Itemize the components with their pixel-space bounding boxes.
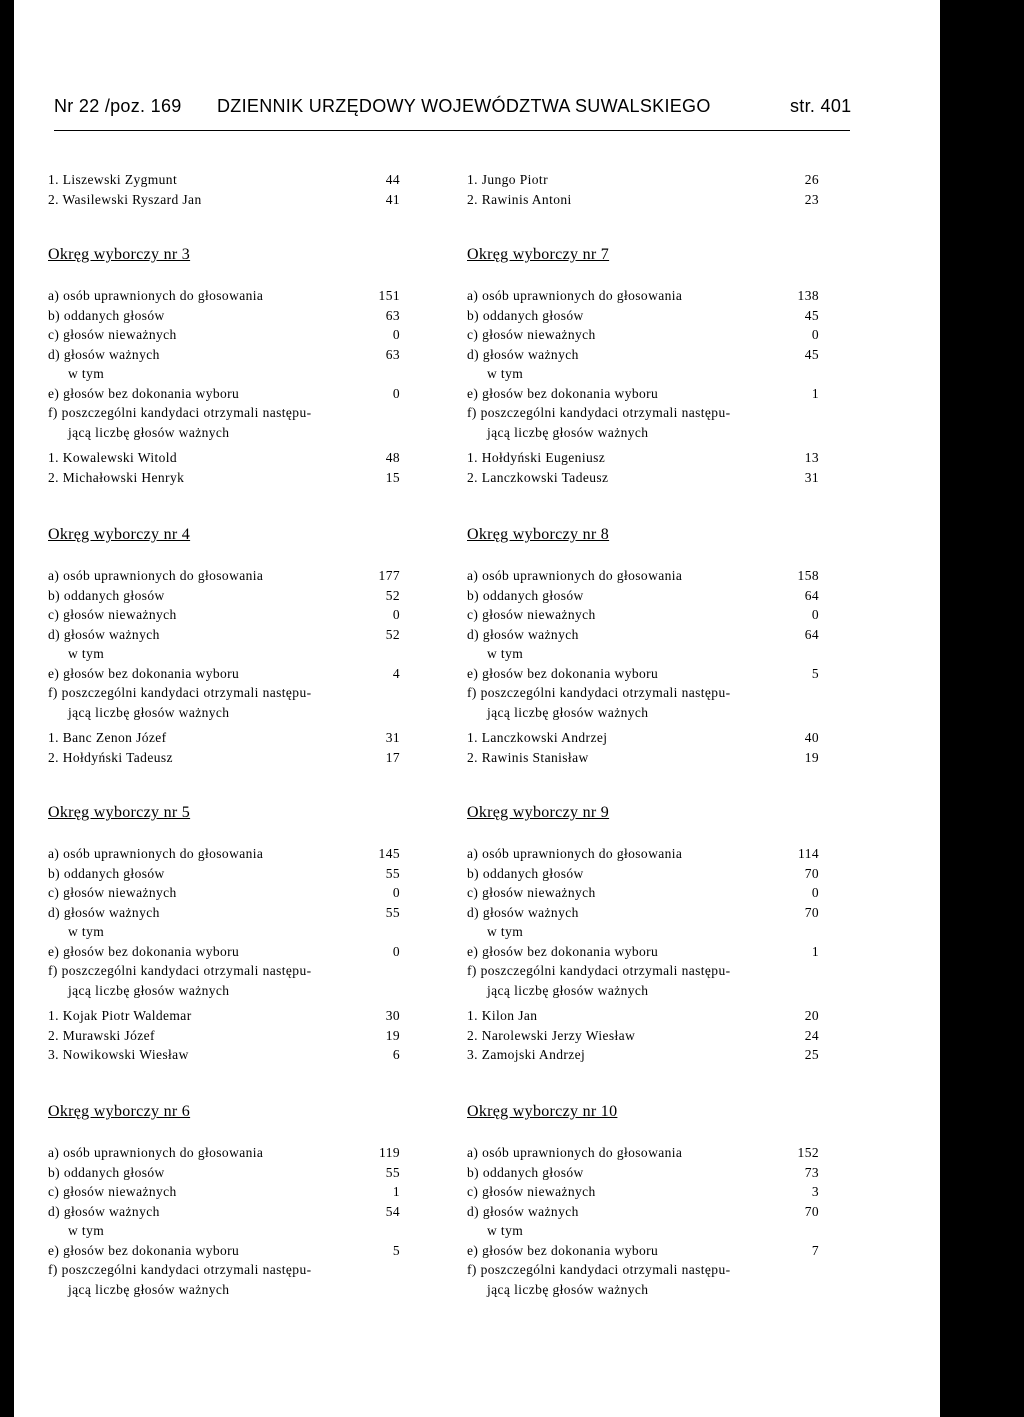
candidate-row — [48, 1006, 400, 1026]
row-value: 177 — [378, 568, 400, 583]
row-label: jącą liczbę głosów ważnych — [68, 424, 230, 440]
candidate-row — [467, 170, 819, 190]
candidate-row — [467, 728, 819, 748]
row-label: b) oddanych głosów — [48, 307, 165, 323]
row-value: 3 — [811, 1184, 819, 1199]
district-block — [48, 1102, 400, 1299]
candidate-name: 3. Zamojski Andrzej — [467, 1047, 586, 1062]
row-label: b) oddanych głosów — [48, 587, 165, 603]
row-label: w tym — [68, 646, 105, 661]
district-title: Okręg wyborczy nr 9 — [467, 804, 610, 821]
row-value: 0 — [392, 885, 400, 900]
candidate-name: 2. Rawinis Antoni — [467, 191, 572, 207]
row-label: a) osób uprawnionych do głosowania — [48, 1145, 264, 1160]
candidate-name: 2. Rawinis Stanisław — [467, 749, 589, 765]
candidate-row — [467, 748, 819, 768]
row-valid — [467, 903, 819, 923]
candidate-votes: 6 — [392, 1047, 400, 1062]
candidate-row — [48, 170, 400, 190]
row-value: 1 — [811, 385, 819, 401]
row-label: e) głosów bez dokonania wyboru — [48, 1242, 240, 1258]
candidate-votes: 24 — [804, 1027, 819, 1043]
row-label: b) oddanych głosów — [467, 307, 584, 323]
candidate-votes: 30 — [385, 1008, 400, 1023]
row-no-choice — [467, 942, 819, 962]
row-label: jącą liczbę głosów ważnych — [487, 1281, 649, 1297]
row-eligible — [467, 566, 819, 586]
candidate-name: 1. Banc Zenon Józef — [48, 730, 167, 745]
row-invalid — [467, 605, 819, 625]
row-invalid — [467, 325, 819, 345]
row-value: 119 — [379, 1145, 400, 1160]
row-candidates-intro-cont — [48, 703, 400, 723]
row-value: 0 — [811, 885, 819, 900]
row-valid — [48, 903, 400, 923]
row-label: d) głosów ważnych — [48, 346, 160, 362]
candidate-name: 1. Kowalewski Witold — [48, 450, 178, 465]
row-invalid — [467, 1182, 819, 1202]
row-label: w tym — [487, 1223, 524, 1238]
row-label: a) osób uprawnionych do głosowania — [467, 288, 683, 303]
row-label: e) głosów bez dokonania wyboru — [48, 943, 240, 959]
row-eligible — [48, 844, 400, 864]
candidate-name: 1. Kojak Piotr Waldemar — [48, 1008, 192, 1023]
candidate-name: 1. Liszewski Zygmunt — [48, 172, 178, 187]
row-label: f) poszczególni kandydaci otrzymali następu- — [467, 1262, 731, 1277]
row-label: b) oddanych głosów — [48, 1164, 165, 1180]
district-title: Okręg wyborczy nr 10 — [467, 1103, 618, 1120]
district-title: Okręg wyborczy nr 7 — [467, 246, 610, 263]
row-label: d) głosów ważnych — [48, 904, 160, 920]
top-right-candidates — [467, 170, 819, 209]
district-block — [467, 1102, 819, 1299]
row-value: 55 — [385, 865, 400, 881]
row-label: b) oddanych głosów — [467, 1164, 584, 1180]
row-cast — [467, 1163, 819, 1183]
row-value: 63 — [385, 346, 400, 362]
row-label: jącą liczbę głosów ważnych — [487, 424, 649, 440]
candidate-row — [467, 1026, 819, 1046]
district-title: Okręg wyborczy nr 6 — [48, 1103, 191, 1120]
row-label: w tym — [487, 366, 524, 381]
row-label: e) głosów bez dokonania wyboru — [48, 385, 240, 401]
candidate-name: 1. Jungo Piotr — [467, 172, 548, 187]
row-cast — [48, 586, 400, 606]
row-value: 1 — [811, 943, 819, 959]
row-eligible — [48, 566, 400, 586]
row-cast — [48, 864, 400, 884]
row-label: f) poszczególni kandydaci otrzymali następu- — [467, 405, 731, 420]
row-in-which — [467, 364, 819, 384]
candidate-votes: 13 — [804, 450, 819, 465]
row-candidates-intro — [467, 961, 819, 981]
row-label: d) głosów ważnych — [467, 1203, 579, 1219]
row-candidates-intro — [48, 961, 400, 981]
row-label: b) oddanych głosów — [467, 865, 584, 881]
candidate-votes: 31 — [385, 730, 400, 745]
row-label: w tym — [68, 924, 105, 939]
candidate-row — [48, 1045, 400, 1065]
candidate-row — [467, 1006, 819, 1026]
row-label: f) poszczególni kandydaci otrzymali następu- — [467, 963, 731, 978]
candidate-votes: 31 — [804, 469, 819, 485]
row-no-choice — [48, 942, 400, 962]
row-value: 7 — [811, 1242, 819, 1258]
row-label: a) osób uprawnionych do głosowania — [467, 1145, 683, 1160]
row-label: c) głosów nieważnych — [48, 885, 177, 900]
row-value: 45 — [804, 346, 819, 362]
row-candidates-intro — [467, 403, 819, 423]
row-label: e) głosów bez dokonania wyboru — [467, 943, 659, 959]
candidate-row — [467, 1045, 819, 1065]
row-value: 63 — [385, 307, 400, 323]
row-label: w tym — [68, 1223, 105, 1238]
row-invalid — [48, 605, 400, 625]
row-in-which — [467, 922, 819, 942]
row-in-which — [48, 1221, 400, 1241]
row-value: 0 — [392, 607, 400, 622]
candidate-row — [48, 748, 400, 768]
row-value: 0 — [811, 607, 819, 622]
row-label: a) osób uprawnionych do głosowania — [48, 846, 264, 861]
row-invalid — [48, 883, 400, 903]
row-cast — [48, 306, 400, 326]
issue-number: Nr 22 /poz. 169 — [54, 96, 182, 116]
candidate-row — [467, 190, 819, 210]
row-value: 0 — [392, 385, 400, 401]
row-candidates-intro-cont — [467, 1280, 819, 1300]
row-value: 54 — [385, 1203, 400, 1219]
candidate-votes: 19 — [385, 1027, 400, 1043]
row-value: 52 — [385, 626, 400, 642]
row-label: c) głosów nieważnych — [48, 327, 177, 342]
page-number: str. 401 — [790, 96, 852, 116]
row-eligible — [467, 1143, 819, 1163]
district-block — [467, 525, 819, 767]
row-eligible — [467, 286, 819, 306]
row-value: 1 — [392, 1184, 400, 1199]
row-label: d) głosów ważnych — [48, 626, 160, 642]
row-valid — [467, 345, 819, 365]
row-no-choice — [48, 384, 400, 404]
candidate-name: 2. Michałowski Henryk — [48, 469, 185, 485]
candidate-name: 1. Lanczkowski Andrzej — [467, 730, 608, 745]
row-in-which — [48, 364, 400, 384]
row-label: w tym — [68, 366, 105, 381]
candidate-row — [48, 468, 400, 488]
district-block — [48, 525, 400, 767]
district-block — [48, 803, 400, 1065]
row-label: e) głosów bez dokonania wyboru — [48, 665, 240, 681]
row-no-choice — [48, 1241, 400, 1261]
row-label: jącą liczbę głosów ważnych — [68, 982, 230, 998]
row-no-choice — [467, 1241, 819, 1261]
row-label: a) osób uprawnionych do głosowania — [48, 568, 264, 583]
candidate-votes: 23 — [804, 191, 819, 207]
row-value: 52 — [385, 587, 400, 603]
row-value: 152 — [797, 1145, 819, 1160]
row-in-which — [467, 1221, 819, 1241]
row-label: f) poszczególni kandydaci otrzymali następu- — [48, 405, 312, 420]
row-valid — [48, 1202, 400, 1222]
row-candidates-intro-cont — [48, 1280, 400, 1300]
row-value: 151 — [378, 288, 400, 303]
row-label: f) poszczególni kandydaci otrzymali następu- — [48, 1262, 312, 1277]
row-candidates-intro — [48, 403, 400, 423]
row-label: b) oddanych głosów — [48, 865, 165, 881]
candidate-name: 3. Nowikowski Wiesław — [48, 1047, 189, 1062]
row-cast — [467, 306, 819, 326]
row-value: 70 — [804, 904, 819, 920]
candidate-row — [467, 448, 819, 468]
candidate-votes: 48 — [385, 450, 400, 465]
journal-title: DZIENNIK URZĘDOWY WOJEWÓDZTWA SUWALSKIEGO — [217, 96, 711, 116]
row-candidates-intro — [467, 683, 819, 703]
candidate-name: 2. Wasilewski Ryszard Jan — [48, 191, 202, 207]
candidate-votes: 44 — [385, 172, 400, 187]
candidate-row — [48, 728, 400, 748]
row-label: c) głosów nieważnych — [467, 885, 596, 900]
row-label: e) głosów bez dokonania wyboru — [467, 385, 659, 401]
row-value: 64 — [804, 626, 819, 642]
candidate-votes: 15 — [385, 469, 400, 485]
row-label: c) głosów nieważnych — [48, 1184, 177, 1199]
row-label: b) oddanych głosów — [467, 587, 584, 603]
row-label: jącą liczbę głosów ważnych — [68, 1281, 230, 1297]
row-cast — [467, 864, 819, 884]
row-invalid — [48, 1182, 400, 1202]
district-block — [467, 803, 819, 1065]
document-page — [14, 0, 940, 1417]
row-candidates-intro — [467, 1260, 819, 1280]
row-in-which — [467, 644, 819, 664]
row-value: 5 — [811, 665, 819, 681]
row-value: 70 — [804, 1203, 819, 1219]
row-value: 70 — [804, 865, 819, 881]
row-value: 138 — [797, 288, 819, 303]
row-candidates-intro-cont — [467, 703, 819, 723]
row-value: 4 — [392, 665, 400, 681]
row-label: jącą liczbę głosów ważnych — [487, 704, 649, 720]
row-candidates-intro-cont — [467, 423, 819, 443]
candidate-row — [48, 448, 400, 468]
row-valid — [467, 625, 819, 645]
row-value: 0 — [392, 327, 400, 342]
district-block — [467, 245, 819, 487]
candidate-votes: 20 — [804, 1008, 819, 1023]
candidate-votes: 41 — [385, 191, 400, 207]
row-value: 45 — [804, 307, 819, 323]
row-valid — [48, 345, 400, 365]
candidate-row — [48, 1026, 400, 1046]
row-label: c) głosów nieważnych — [467, 327, 596, 342]
row-value: 73 — [804, 1164, 819, 1180]
row-eligible — [48, 1143, 400, 1163]
row-no-choice — [467, 384, 819, 404]
row-label: a) osób uprawnionych do głosowania — [467, 568, 683, 583]
header-rule — [54, 130, 850, 131]
row-label: d) głosów ważnych — [467, 904, 579, 920]
row-candidates-intro-cont — [48, 423, 400, 443]
top-left-candidates — [48, 170, 400, 209]
district-block — [48, 245, 400, 487]
row-label: d) głosów ważnych — [48, 1203, 160, 1219]
row-in-which — [48, 922, 400, 942]
row-candidates-intro — [48, 1260, 400, 1280]
row-label: d) głosów ważnych — [467, 346, 579, 362]
candidate-name: 2. Lanczkowski Tadeusz — [467, 469, 609, 485]
row-candidates-intro-cont — [48, 981, 400, 1001]
district-title: Okręg wyborczy nr 3 — [48, 246, 191, 263]
row-value: 158 — [797, 568, 819, 583]
row-value: 55 — [385, 904, 400, 920]
district-title: Okręg wyborczy nr 8 — [467, 526, 610, 543]
row-label: c) głosów nieważnych — [467, 607, 596, 622]
candidate-votes: 19 — [804, 749, 819, 765]
row-value: 55 — [385, 1164, 400, 1180]
row-cast — [467, 586, 819, 606]
row-no-choice — [48, 664, 400, 684]
row-candidates-intro-cont — [467, 981, 819, 1001]
row-label: e) głosów bez dokonania wyboru — [467, 665, 659, 681]
row-label: c) głosów nieważnych — [48, 607, 177, 622]
row-candidates-intro — [48, 683, 400, 703]
row-label: jącą liczbę głosów ważnych — [487, 982, 649, 998]
candidate-votes: 40 — [804, 730, 819, 745]
row-invalid — [48, 325, 400, 345]
row-no-choice — [467, 664, 819, 684]
row-eligible — [467, 844, 819, 864]
candidate-row — [467, 468, 819, 488]
row-value: 64 — [804, 587, 819, 603]
row-label: a) osób uprawnionych do głosowania — [467, 846, 683, 861]
row-value: 5 — [392, 1242, 400, 1258]
row-in-which — [48, 644, 400, 664]
district-title: Okręg wyborczy nr 4 — [48, 526, 191, 543]
candidate-name: 2. Narolewski Jerzy Wiesław — [467, 1027, 636, 1043]
row-value: 145 — [378, 846, 400, 861]
district-title: Okręg wyborczy nr 5 — [48, 804, 191, 821]
row-valid — [48, 625, 400, 645]
row-label: w tym — [487, 924, 524, 939]
candidate-name: 1. Hołdyński Eugeniusz — [467, 450, 606, 465]
row-label: c) głosów nieważnych — [467, 1184, 596, 1199]
candidate-votes: 17 — [385, 749, 400, 765]
row-label: e) głosów bez dokonania wyboru — [467, 1242, 659, 1258]
candidate-row — [48, 190, 400, 210]
row-label: f) poszczególni kandydaci otrzymali następu- — [48, 685, 312, 700]
row-label: f) poszczególni kandydaci otrzymali następu- — [48, 963, 312, 978]
row-label: a) osób uprawnionych do głosowania — [48, 288, 264, 303]
row-cast — [48, 1163, 400, 1183]
row-label: w tym — [487, 646, 524, 661]
candidate-name: 2. Hołdyński Tadeusz — [48, 749, 173, 765]
row-value: 0 — [392, 943, 400, 959]
candidate-name: 1. Kilon Jan — [467, 1008, 538, 1023]
candidate-name: 2. Murawski Józef — [48, 1027, 155, 1043]
candidate-votes: 25 — [804, 1047, 819, 1062]
row-label: f) poszczególni kandydaci otrzymali następu- — [467, 685, 731, 700]
row-value: 114 — [798, 846, 819, 861]
row-invalid — [467, 883, 819, 903]
row-label: d) głosów ważnych — [467, 626, 579, 642]
row-label: jącą liczbę głosów ważnych — [68, 704, 230, 720]
row-value: 0 — [811, 327, 819, 342]
row-valid — [467, 1202, 819, 1222]
row-eligible — [48, 286, 400, 306]
candidate-votes: 26 — [804, 172, 819, 187]
